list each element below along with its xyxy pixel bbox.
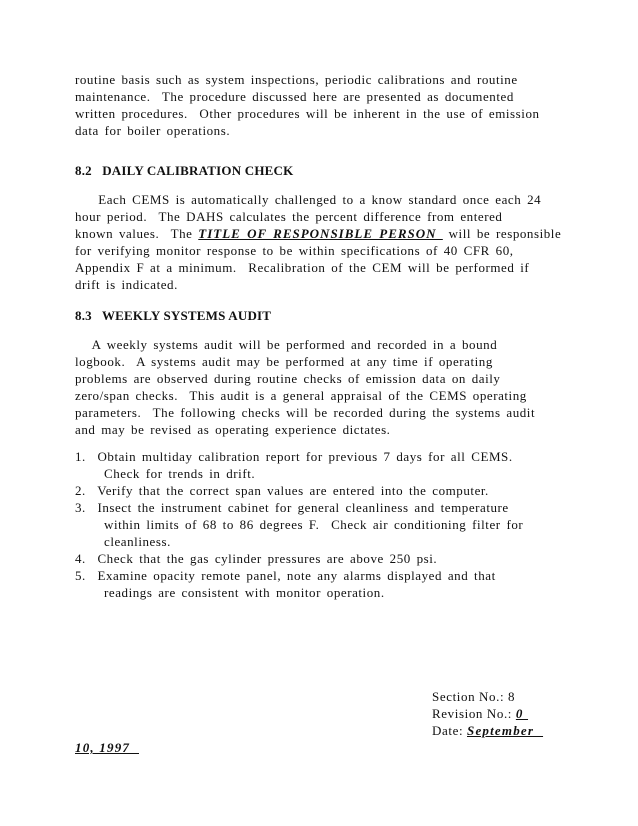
paragraph-line: for verifying monitor response to be within specifications of 40 CFR 60, (75, 243, 514, 258)
list-item: cleanliness. (75, 534, 171, 549)
paragraph-line: Each CEMS is automatically challenged to a know standard once each 24 (75, 192, 542, 207)
paragraph-line (75, 226, 575, 242)
paragraph-line: A weekly systems audit will be performed and recorded in a bound (75, 337, 498, 352)
paragraph-line: parameters. The following checks will be recorded during the systems audit (75, 405, 536, 420)
paragraph-line: zero/span checks. This audit is a general appraisal of the CEMS operating (75, 388, 527, 403)
date-value-continuation (75, 740, 139, 756)
date-value: September (467, 723, 544, 738)
paragraph-line: logbook. A systems audit may be performed at any time if operating (75, 354, 493, 369)
paragraph-line: hour period. The DAHS calculates the percent difference from entered (75, 209, 503, 224)
section-heading-8-3: 8.3 WEEKLY SYSTEMS AUDIT (75, 308, 272, 323)
revision-label: Revision No.: (432, 706, 516, 721)
list-item: 4. Check that the gas cylinder pressures are above 250 psi. (75, 551, 438, 566)
text-span: will be responsible (442, 226, 562, 241)
list-item: 2. Verify that the correct span values are entered into the computer. (75, 483, 489, 498)
revision-date (432, 723, 543, 739)
date-label: Date: (432, 723, 468, 738)
intro-line: routine basis such as system inspections, periodic calibrations and routine (75, 72, 518, 87)
intro-line: maintenance. The procedure discussed here are presented as documented (75, 89, 514, 104)
paragraph-line: Appendix F at a minimum. Recalibration of the CEM will be performed if (75, 260, 530, 275)
paragraph-line: problems are observed during routine checks of emission data on daily (75, 371, 501, 386)
list-item: within limits of 68 to 86 degrees F. Check air conditioning filter for (75, 517, 524, 532)
list-item: readings are consistent with monitor operation. (75, 585, 385, 600)
revision-number (432, 706, 528, 722)
list-item: Check for trends in drift. (75, 466, 256, 481)
section-number: Section No.: 8 (432, 689, 516, 704)
responsible-person-placeholder: TITLE OF RESPONSIBLE PERSON (198, 226, 443, 241)
paragraph-line: drift is indicated. (75, 277, 178, 292)
revision-value: 0 (515, 706, 529, 721)
list-item: 3. Insect the instrument cabinet for general cleanliness and temperature (75, 500, 509, 515)
intro-line: data for boiler operations. (75, 123, 231, 138)
paragraph-line: and may be revised as operating experience dictates. (75, 422, 391, 437)
section-heading-8-2: 8.2 DAILY CALIBRATION CHECK (75, 163, 294, 178)
date-year: 10, 1997 (75, 740, 139, 755)
text-span: known values. The (75, 226, 199, 241)
list-item: 5. Examine opacity remote panel, note any alarms displayed and that (75, 568, 496, 583)
list-item: 1. Obtain multiday calibration report for previous 7 days for all CEMS. (75, 449, 513, 464)
intro-line: written procedures. Other procedures will be inherent in the use of emission (75, 106, 540, 121)
